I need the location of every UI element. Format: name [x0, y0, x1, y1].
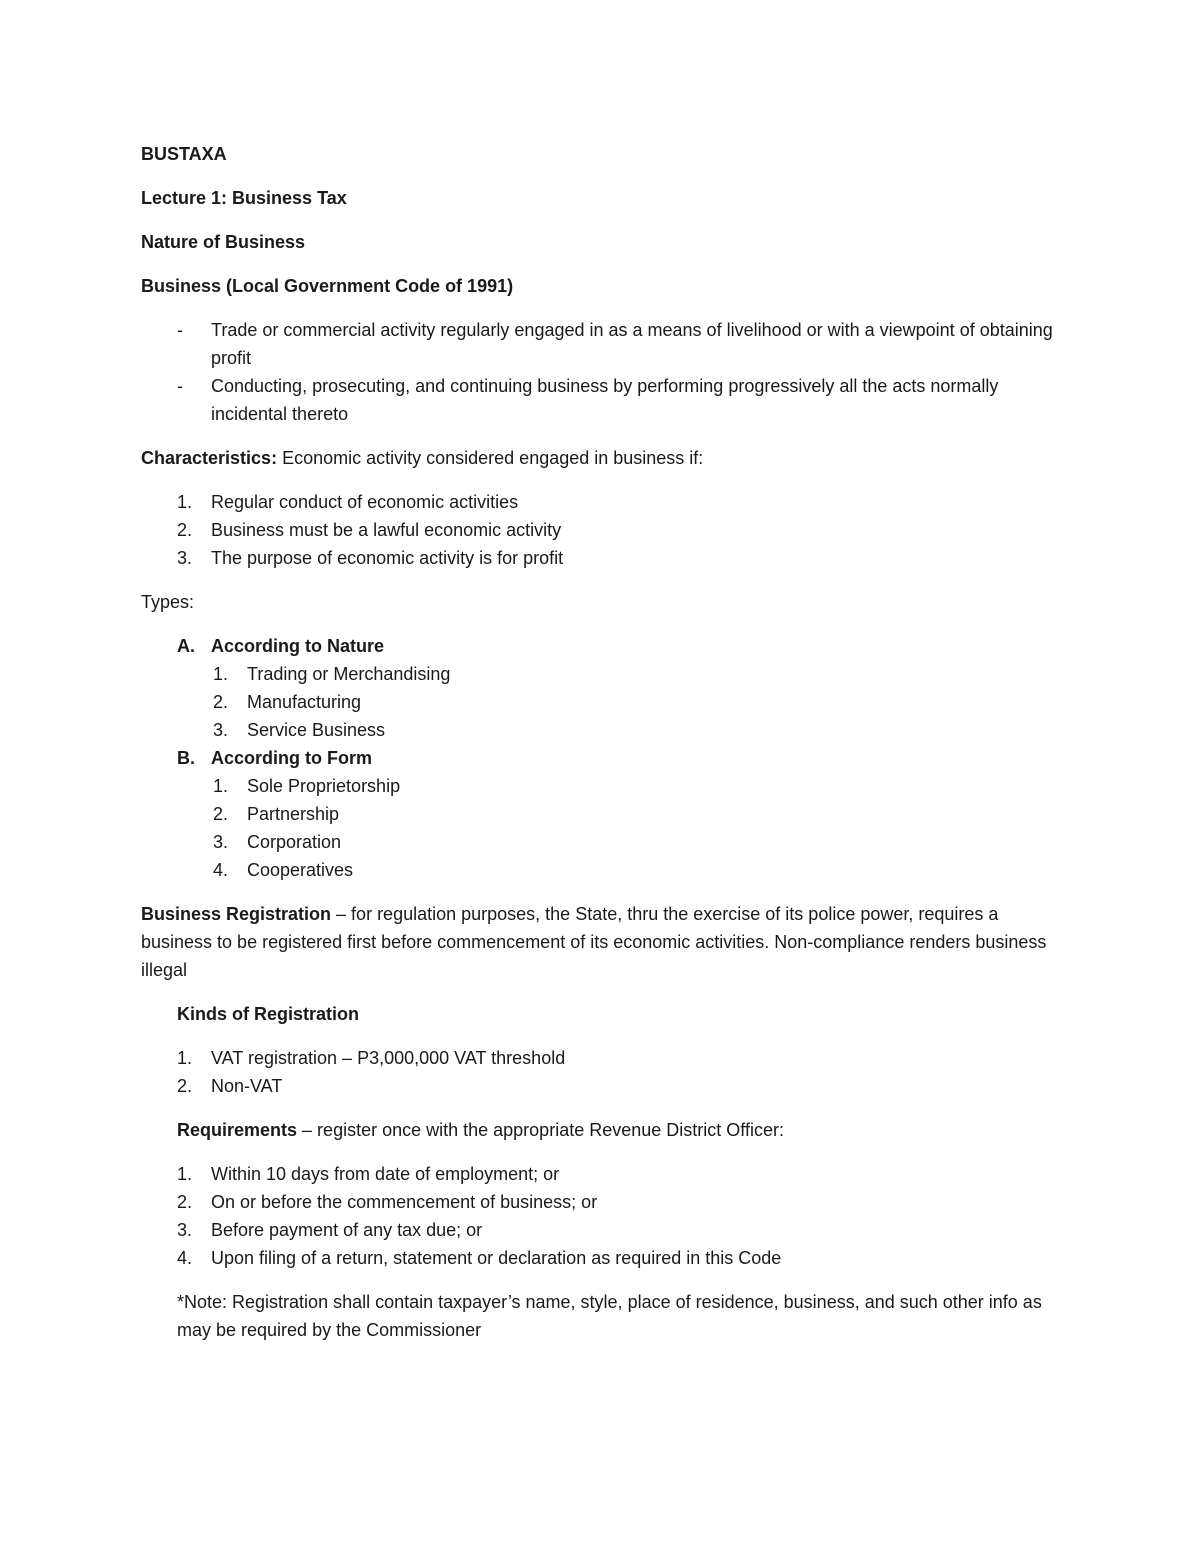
dash-marker: - — [177, 376, 183, 396]
registration-paragraph — [141, 900, 1071, 984]
document-page — [141, 140, 1071, 1360]
list-number: 1. — [177, 492, 193, 512]
list-number: 2. — [177, 1076, 193, 1096]
list-item — [141, 488, 1071, 516]
list-item-text: Cooperatives — [247, 860, 354, 880]
characteristics-paragraph — [141, 444, 1071, 472]
list-number: 1. — [177, 1164, 193, 1184]
list-number: 2. — [177, 520, 193, 540]
list-number: 4. — [213, 860, 229, 880]
list-item-text: Non-VAT — [211, 1076, 283, 1096]
list-number: 3. — [213, 720, 229, 740]
group-title: According to Nature — [211, 636, 385, 656]
types-group-heading — [141, 632, 1071, 660]
list-item — [141, 1160, 1071, 1188]
list-item-text: Manufacturing — [247, 692, 362, 712]
characteristics-label: Characteristics: — [141, 448, 278, 468]
characteristics-list — [141, 488, 1071, 572]
nature-heading: Nature of Business — [141, 232, 306, 252]
list-item — [141, 1188, 1071, 1216]
list-item — [141, 688, 1071, 716]
registration-note: *Note: Registration shall contain taxpayer’s name, style, place of residence, business, and such other info as may be required by the Commissioner — [177, 1292, 1042, 1340]
list-item — [141, 660, 1071, 688]
list-item — [141, 1244, 1071, 1272]
list-item — [141, 544, 1071, 572]
list-item — [141, 1072, 1071, 1100]
characteristics-text: Economic activity considered engaged in business if: — [277, 448, 704, 468]
requirements-list — [141, 1160, 1071, 1272]
list-item-text: Corporation — [247, 832, 342, 852]
registration-label: Business Registration — [141, 904, 332, 924]
list-item — [141, 1216, 1071, 1244]
kinds-list — [141, 1044, 1071, 1100]
list-item-text: Conducting, prosecuting, and continuing business by performing progressively all the acts normally incidental thereto — [211, 376, 999, 424]
nature-sublist — [141, 660, 1071, 744]
dash-marker: - — [177, 320, 183, 340]
list-number: 3. — [177, 1220, 193, 1240]
business-definition-heading: Business (Local Government Code of 1991) — [141, 276, 514, 296]
requirements-text: – register once with the appropriate Revenue District Officer: — [297, 1120, 784, 1140]
types-list — [141, 632, 1071, 884]
registration-text: – for regulation purposes, the State, thru the exercise of its police power, requires a business to be registered first before commencement of its economic activities. Non-compliance renders business illegal — [141, 904, 1047, 980]
list-item-text: Partnership — [247, 804, 340, 824]
list-item-text: VAT registration – P3,000,000 VAT threshold — [211, 1048, 566, 1068]
list-number: 2. — [213, 804, 229, 824]
requirements-paragraph — [141, 1116, 1071, 1144]
group-title: According to Form — [211, 748, 372, 768]
types-group-items — [141, 772, 1071, 884]
list-item-text: Trading or Merchandising — [247, 664, 451, 684]
list-item — [141, 772, 1071, 800]
list-item — [141, 828, 1071, 856]
list-number: 2. — [177, 1192, 193, 1212]
list-item-text: Before payment of any tax due; or — [211, 1220, 483, 1240]
kinds-heading: Kinds of Registration — [177, 1004, 360, 1024]
requirements-label: Requirements — [177, 1120, 298, 1140]
list-item-text: On or before the commencement of business; or — [211, 1192, 598, 1212]
list-item-text: The purpose of economic activity is for profit — [211, 548, 564, 568]
list-item — [141, 1044, 1071, 1072]
list-item-text: Business must be a lawful economic activity — [211, 520, 562, 540]
list-item — [141, 516, 1071, 544]
form-sublist — [141, 772, 1071, 884]
list-item — [141, 372, 1071, 428]
list-item-text: Upon filing of a return, statement or declaration as required in this Code — [211, 1248, 782, 1268]
lecture-title: Lecture 1: Business Tax — [141, 188, 347, 208]
types-group-heading — [141, 744, 1071, 772]
list-number: 2. — [213, 692, 229, 712]
list-item-text: Trade or commercial activity regularly engaged in as a means of livelihood or with a viewpoint of obtaining profit — [211, 320, 1053, 368]
list-number: 3. — [213, 832, 229, 852]
business-definition-list — [141, 316, 1071, 428]
list-number: 3. — [177, 548, 193, 568]
list-item — [141, 716, 1071, 744]
list-item — [141, 856, 1071, 884]
list-item-text: Regular conduct of economic activities — [211, 492, 519, 512]
list-item-text: Within 10 days from date of employment; or — [211, 1164, 560, 1184]
list-letter: B. — [177, 748, 195, 768]
list-letter: A. — [177, 636, 195, 656]
types-label: Types: — [141, 592, 195, 612]
list-number: 1. — [177, 1048, 193, 1068]
list-item — [141, 316, 1071, 372]
list-item-text: Sole Proprietorship — [247, 776, 401, 796]
list-number: 1. — [213, 776, 229, 796]
list-number: 4. — [177, 1248, 193, 1268]
list-item — [141, 800, 1071, 828]
types-group-items — [141, 660, 1071, 744]
list-number: 1. — [213, 664, 229, 684]
document-title: BUSTAXA — [141, 144, 227, 164]
list-item-text: Service Business — [247, 720, 386, 740]
